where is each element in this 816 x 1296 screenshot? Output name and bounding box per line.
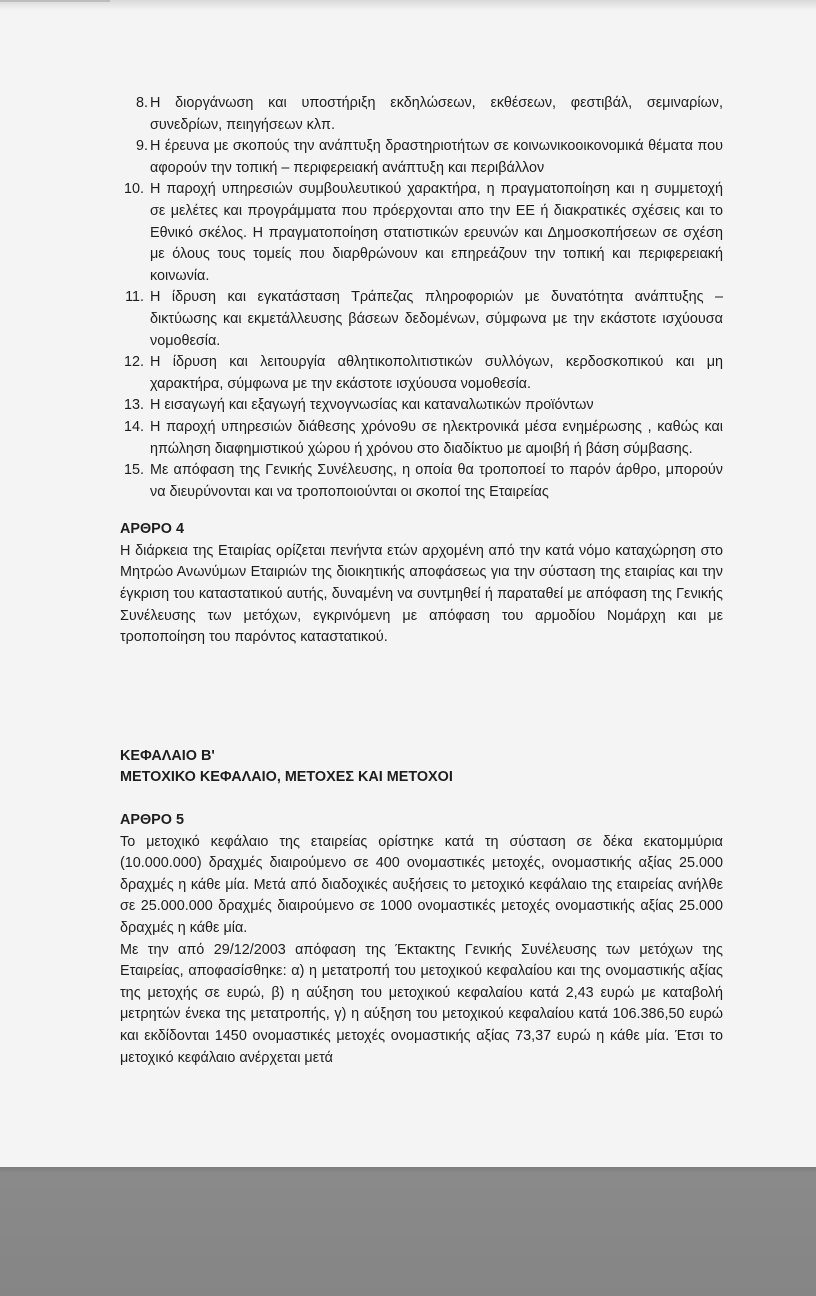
chapter-heading	[120, 746, 723, 789]
page-content	[120, 93, 723, 1069]
scanner-bottom-band	[0, 1167, 816, 1296]
list-item	[120, 179, 723, 287]
list-item-text: Η παροχή υπηρεσιών διάθεσης χρόνο9υ σε ηλεκτρονικά μέσα ενημέρωσης , καθώς και ηπώληση διαφημιστικού χώρου ή χρόνου στο διαδίκτυο με αμοιβή ή βάση σύμβασης.	[150, 418, 723, 457]
page-top-edge	[0, 0, 816, 10]
list-item-number: 12.	[123, 354, 144, 371]
list-item-text: Η παροχή υπηρεσιών συμβουλευτικού χαρακτήρα, η πραγματοποίηση και η συμμετοχή σε μελέτες και προγράμματα που πρόερχονται απο την ΕΕ ή διακρατικές σχέσεις και το Εθνικό σκέλος. Η πραγματοποίηση στατιστικών ερευνών και Δημοσκοπήσεων σε σχέση με όλους τους τομείς που διαρθρώνουν και επηρεάζουν την τοπική και περιφερειακή κοινωνία.	[150, 181, 723, 284]
list-item	[120, 352, 723, 395]
list-item-number: 14.	[123, 418, 144, 435]
purposes-list	[120, 93, 723, 503]
list-item	[120, 417, 723, 460]
list-item-number: 10.	[123, 181, 144, 198]
list-item-text: Η ίδρυση και εγκατάσταση Τράπεζας πληροφοριών με δυνατότητα ανάπτυξης – δικτύωσης και εκμετάλλευσης βάσεων δεδομένων, σύμφωνα με την εκάστοτε ισχύουσα νομοθεσία.	[150, 289, 723, 349]
list-item-text: Με απόφαση της Γενικής Συνέλευσης, η οποία θα τροποποεί το παρόν άρθρο, μπορούν να διευρύνονται και να τροποποιούνται οι σκοποί της Εταιρείας	[150, 462, 723, 500]
list-item-text: Η έρευνα με σκοπούς την ανάπτυξη δραστηριοτήτων σε κοινωνικοοικονομικά θέματα που αφορούν την τοπική – περιφερειακή ανάπτυξη και περιβάλλον	[150, 138, 723, 176]
list-item	[120, 287, 723, 352]
list-item-number: 9.	[136, 138, 149, 155]
scan-mark	[0, 0, 110, 2]
article-4-heading: ΑΡΘΡΟ 4	[120, 521, 184, 538]
list-item-number: 13.	[123, 397, 144, 414]
list-item-number: 11.	[125, 289, 144, 306]
list-item-number: 15.	[123, 462, 144, 479]
article-5-paragraph-2: Με την από 29/12/2003 απόφαση της Έκτακτης Γενικής Συνέλευσης των μετόχων της Εταιρείας, αποφασίσθηκε: α) η μετατροπή του μετοχικού κεφαλαίου και της ονομαστικής αξίας της μετοχής σε ευρώ, β) η αύξηση του μετοχικού κεφαλαίου κατά 2,43 ευρώ με καταβολή μετρητών ένεκα της μετατροπής, γ) η αύξηση του μετοχικού κεφαλαίου κατά 106.386,50 ευρώ και εκδίδονται 1450 ονομαστικές μετοχές ονομαστικής αξίας 73,37 ευρώ η κάθε μία. Έτσι το μετοχικό κεφάλαιο ανέρχεται μετά	[120, 941, 723, 1066]
chapter-title: ΜΕΤΟΧΙΚΟ ΚΕΦΑΛΑΙΟ, ΜΕΤΟΧΕΣ ΚΑΙ ΜΕΤΟΧΟΙ	[120, 769, 453, 786]
chapter-number: ΚΕΦΑΛΑΙΟ Β'	[120, 747, 215, 764]
list-item	[120, 460, 723, 503]
list-item-text: Η διοργάνωση και υποστήριξη εκδηλώσεων, εκθέσεων, φεστιβάλ, σεμιναρίων, συνεδρίων, πειηγήσεων κλπ.	[150, 95, 723, 133]
list-item	[120, 93, 723, 136]
article-5-paragraph-1: Το μετοχικό κεφάλαιο της εταιρείας ορίστηκε κατά τη σύσταση σε δέκα εκατομμύρια (10.000.000) δραχμές διαιρούμενο σε 400 ονομαστικές μετοχές, ονομαστικής αξίας 25.000 δραχμές η κάθε μία. Μετά από διαδοχικές αυξήσεις το μετοχικό κεφάλαιο της εταιρείας ανήλθε σε 25.000.000 δραχμές διαιρούμενο σε 1000 ονομαστικές μετοχές ονομαστικής αξίας 25.000 δραχμές η κάθε μία.	[120, 833, 723, 936]
list-item	[120, 136, 723, 179]
list-item	[120, 395, 723, 417]
list-item-text: Η εισαγωγή και εξαγωγή τεχνογνωσίας και καταναλωτικών προϊόντων	[150, 397, 594, 414]
article-4-text: Η διάρκεια της Εταιρίας ορίζεται πενήντα ετών αρχομένη από την κατά νόμο καταχώρηση στο Μητρώο Ανωνύμων Εταιριών της διοικητικής αποφάσεως για την σύσταση της εταιρίας και την έγκριση του καταστατικού αυτής, δυναμένη να συντμηθεί ή παραταθεί με απόφαση της Γενικής Συνέλευσης των μετόχων, εγκρινόμενη με απόφαση του αρμοδίου Νομάρχη και με τροποποίηση του παρόντος καταστατικού.	[120, 542, 723, 646]
article-5-heading: ΑΡΘΡΟ 5	[120, 812, 184, 829]
list-item-text: Η ίδρυση και λειτουργία αθλητικοπολιτιστικών συλλόγων, κερδοσκοπικού και μη χαρακτήρα, σύμφωνα με την εκάστοτε ισχύουσα νομοθεσία.	[150, 354, 723, 392]
list-item-number: 8.	[136, 95, 149, 111]
